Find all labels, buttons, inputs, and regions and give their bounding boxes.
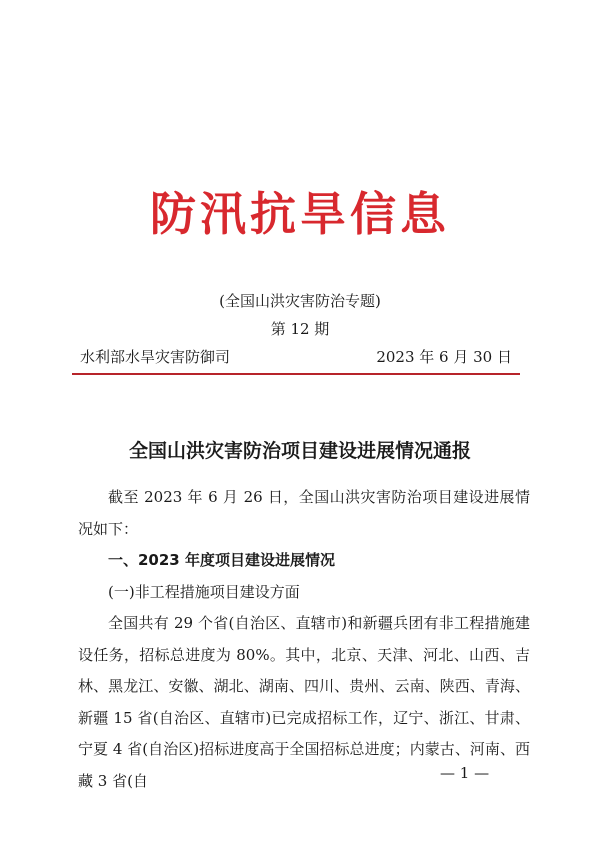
header-divider xyxy=(72,373,520,375)
issuer-name: 水利部水旱灾害防御司 xyxy=(80,348,231,366)
issue-number: 第 12 期 xyxy=(270,320,330,338)
page-number: — 1 — xyxy=(440,764,490,782)
section-heading: 一、2023 年度项目建设进展情况 xyxy=(108,551,335,569)
subsection-heading: (一)非工程措施项目建设方面 xyxy=(108,582,300,601)
body-paragraph: 全国共有 29 个省(自治区、直辖市)和新疆兵团有非工程措施建设任务，招标总进度为 80%。其中，北京、天津、河北、山西、吉林、黑龙江、安徽、湖北、湖南、四川、贵州、云南、陕西、青海、新疆 15 省(自治区、直辖市)已完成招标工作，辽宁、浙江、甘肃、宁夏 4 省(自治区)招标进度高于全国招标总进度；内蒙古、河南、西藏 3 省(自 xyxy=(78,614,530,790)
document-title: 全国山洪灾害防治项目建设进展情况通报 xyxy=(128,440,471,462)
special-issue-label: (全国山洪灾害防治专题) xyxy=(219,292,381,310)
document-body xyxy=(78,482,530,797)
intro-paragraph: 截至 2023 年 6 月 26 日，全国山洪灾害防治项目建设进展情况如下： xyxy=(78,488,530,538)
issue-date: 2023 年 6 月 30 日 xyxy=(376,348,512,366)
masthead-title: 防汛抗旱信息 xyxy=(150,187,450,241)
